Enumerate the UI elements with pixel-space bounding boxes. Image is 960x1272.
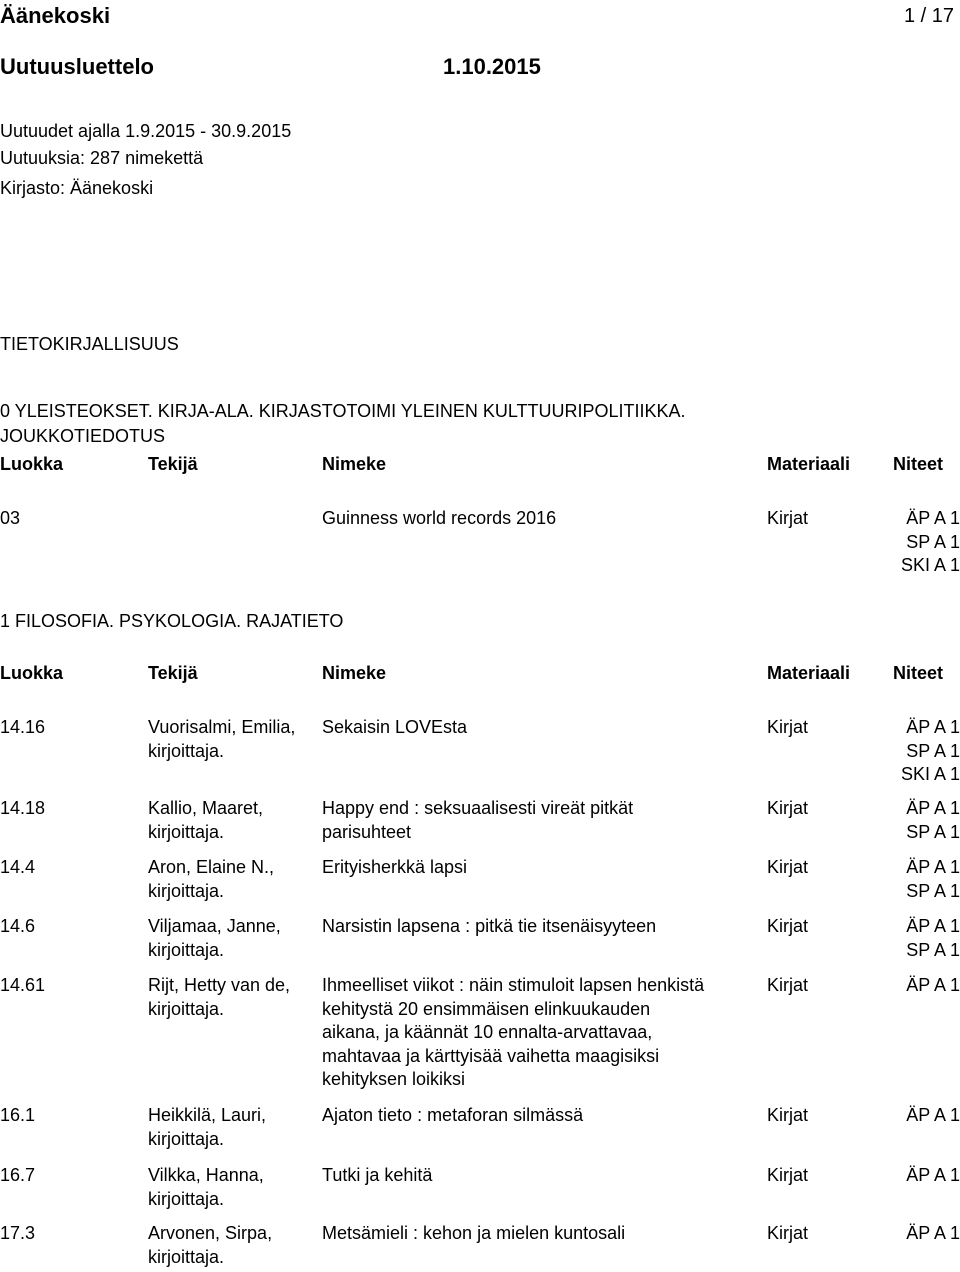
column-header-row [0,453,960,477]
tekija-line: kirjoittaja. [148,821,225,842]
row-materiaali: Kirjat [767,916,809,936]
nimeke-line: aikana, ja käännät 10 ennalta-arvattavaa, [322,1022,653,1042]
niteet-item: ÄP A 1 [906,1105,960,1125]
row-luokka: 16.7 [0,1165,36,1185]
niteet-item: SP A 1 [906,939,960,960]
column-header-nimeke: Nimeke [322,454,387,474]
column-header-luokka: Luokka [0,454,64,474]
row-nimeke: Narsistin lapsena : pitkä tie itsenäisyyteen [322,916,657,936]
column-header-materiaali: Materiaali [767,454,851,474]
row-niteet [890,1104,960,1128]
period-info: Uutuudet ajalla 1.9.2015 - 30.9.2015 [0,121,292,141]
tekija-line: kirjoittaja. [148,880,225,901]
section-heading: 1 FILOSOFIA. PSYKOLOGIA. RAJATIETO [0,611,344,631]
row-nimeke: Metsämieli : kehon ja mielen kuntosali [322,1223,626,1243]
row-materiaali: Kirjat [767,1223,809,1243]
library-info: Kirjasto: Äänekoski [0,178,154,198]
niteet-item: ÄP A 1 [906,717,960,737]
tekija-line: Kallio, Maaret, [148,798,264,818]
column-header-luokka: Luokka [0,663,64,683]
niteet-item: SP A 1 [906,740,960,761]
tekija-line: Viljamaa, Janne, [148,916,281,936]
row-nimeke: Tutki ja kehitä [322,1165,433,1185]
main-category: TIETOKIRJALLISUUS [0,334,179,354]
niteet-item: SP A 1 [906,880,960,901]
row-nimeke: Erityisherkkä lapsi [322,857,468,877]
row-materiaali: Kirjat [767,1105,809,1125]
column-header-niteet: Niteet [893,454,944,474]
niteet-item: ÄP A 1 [906,1165,960,1185]
niteet-item: ÄP A 1 [906,857,960,877]
row-tekija [148,716,318,763]
row-luokka: 14.61 [0,975,46,995]
row-nimeke [322,974,762,1092]
row-luokka: 03 [0,508,21,528]
row-nimeke: Sekaisin LOVEsta [322,717,468,737]
niteet-item: SP A 1 [906,821,960,842]
section-heading: JOUKKOTIEDOTUS [0,426,166,446]
row-nimeke [322,797,762,844]
row-tekija [148,1164,318,1211]
row-materiaali: Kirjat [767,975,809,995]
row-niteet [890,1222,960,1246]
row-tekija [148,974,318,1021]
row-nimeke: Guinness world records 2016 [322,508,557,528]
column-header-tekija: Tekijä [148,454,198,474]
niteet-item: SP A 1 [906,531,960,552]
row-tekija [148,1222,318,1269]
list-title: Uutuusluettelo [0,54,154,79]
nimeke-line: kehityksen loikiksi [322,1069,466,1089]
column-header-materiaali: Materiaali [767,663,851,683]
row-materiaali: Kirjat [767,798,809,818]
row-luokka: 14.16 [0,717,46,737]
row-niteet [890,974,960,998]
niteet-item: ÄP A 1 [906,975,960,995]
row-materiaali: Kirjat [767,1165,809,1185]
library-name: Äänekoski [0,3,111,28]
column-header-niteet: Niteet [893,663,944,683]
column-header-tekija: Tekijä [148,663,198,683]
row-niteet [890,915,960,962]
row-luokka: 17.3 [0,1223,36,1243]
row-luokka: 14.18 [0,798,46,818]
row-tekija [148,797,318,844]
niteet-item: ÄP A 1 [906,916,960,936]
row-niteet [890,856,960,903]
niteet-item: ÄP A 1 [906,1223,960,1243]
tekija-line: kirjoittaja. [148,998,225,1019]
list-date: 1.10.2015 [443,54,541,79]
nimeke-line: Happy end : seksuaalisesti vireät pitkät [322,798,634,818]
row-materiaali: Kirjat [767,508,809,528]
row-luokka: 16.1 [0,1105,36,1125]
row-materiaali: Kirjat [767,857,809,877]
row-tekija [148,1104,318,1151]
row-luokka: 14.4 [0,857,36,877]
column-header-row [0,662,960,686]
tekija-line: kirjoittaja. [148,1128,225,1149]
tekija-line: kirjoittaja. [148,740,225,761]
row-niteet [890,716,960,787]
niteet-item: SKI A 1 [900,555,960,575]
tekija-line: kirjoittaja. [148,1246,225,1267]
tekija-line: Rijt, Hetty van de, [148,975,291,995]
tekija-line: Vilkka, Hanna, [148,1165,264,1185]
niteet-item: ÄP A 1 [906,508,960,528]
tekija-line: kirjoittaja. [148,939,225,960]
nimeke-line: parisuhteet [322,821,412,842]
row-nimeke: Ajaton tieto : metaforan silmässä [322,1105,584,1125]
row-tekija [148,915,318,962]
tekija-line: Heikkilä, Lauri, [148,1105,267,1125]
nimeke-line: mahtavaa ja kärttyisää vaihetta maagisiksi [322,1045,660,1066]
row-niteet [890,797,960,844]
column-header-nimeke: Nimeke [322,663,387,683]
tekija-line: Arvonen, Sirpa, [148,1223,273,1243]
row-luokka: 14.6 [0,916,36,936]
tekija-line: Vuorisalmi, Emilia, [148,717,296,737]
nimeke-line: Ihmeelliset viikot : näin stimuloit lapsen henkistä [322,975,705,995]
tekija-line: Aron, Elaine N., [148,857,275,877]
nimeke-line: kehitystä 20 ensimmäisen elinkuukauden [322,998,651,1019]
count-info: Uutuuksia: 287 nimekettä [0,148,204,168]
row-niteet [890,507,960,578]
tekija-line: kirjoittaja. [148,1188,225,1209]
row-niteet [890,1164,960,1188]
niteet-item: ÄP A 1 [906,798,960,818]
row-tekija [148,856,318,903]
row-materiaali: Kirjat [767,717,809,737]
section-heading: 0 YLEISTEOKSET. KIRJA-ALA. KIRJASTOTOIMI YLEINEN KULTTUURIPOLITIIKKA. [0,401,686,421]
page-indicator: 1 / 17 [903,5,954,27]
niteet-item: SKI A 1 [900,764,960,784]
